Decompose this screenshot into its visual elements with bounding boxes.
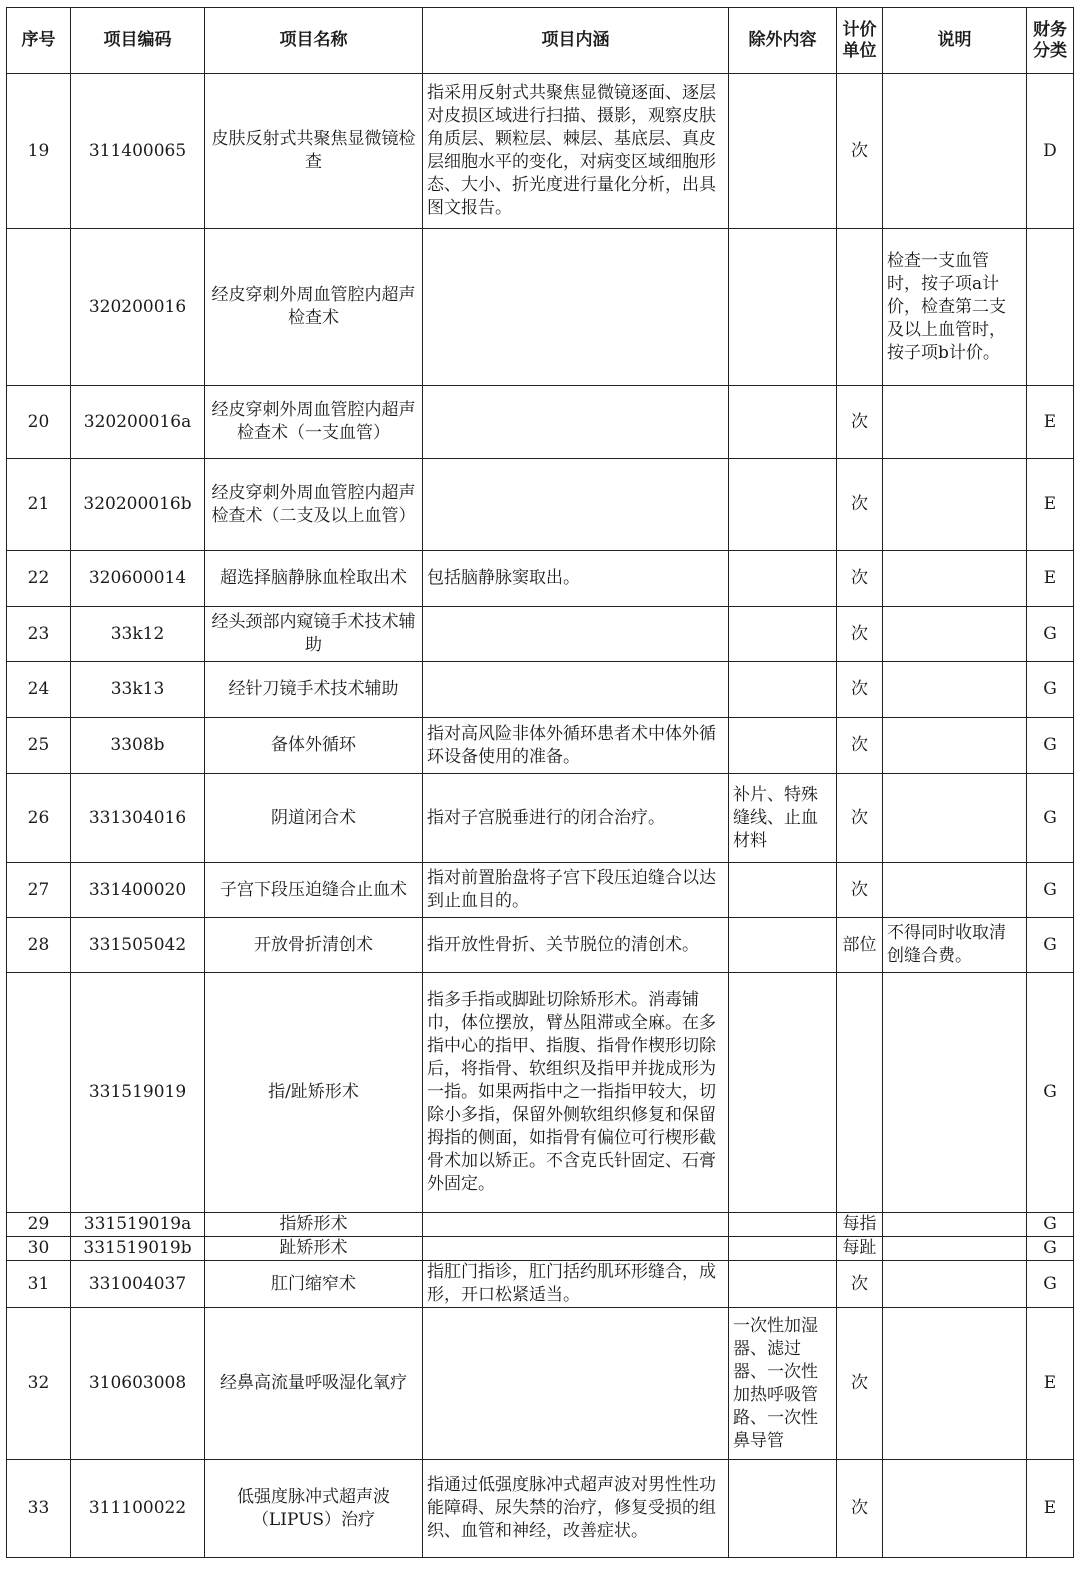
cell-name: 子宫下段压迫缝合止血术 <box>205 863 423 918</box>
cell-content <box>423 1308 729 1460</box>
header-content: 项目内涵 <box>423 8 729 74</box>
cell-seq <box>7 973 71 1213</box>
header-name: 项目名称 <box>205 8 423 74</box>
cell-category: E <box>1027 386 1074 459</box>
cell-unit: 次 <box>837 74 883 229</box>
header-category: 财务分类 <box>1027 8 1074 74</box>
cell-note <box>883 74 1027 229</box>
cell-category <box>1027 229 1074 386</box>
cell-code: 310603008 <box>71 1308 205 1460</box>
cell-category: E <box>1027 551 1074 607</box>
cell-seq: 31 <box>7 1261 71 1308</box>
cell-exclusion <box>729 551 837 607</box>
cell-unit: 次 <box>837 863 883 918</box>
cell-category: E <box>1027 459 1074 551</box>
cell-code: 311400065 <box>71 74 205 229</box>
cell-code: 331004037 <box>71 1261 205 1308</box>
cell-name: 指矫形术 <box>205 1213 423 1237</box>
table-row <box>7 863 1074 918</box>
cell-code: 320600014 <box>71 551 205 607</box>
cell-seq: 33 <box>7 1460 71 1558</box>
cell-content: 指对高风险非体外循环患者术中体外循环设备使用的准备。 <box>423 718 729 774</box>
cell-content: 包括脑静脉窦取出。 <box>423 551 729 607</box>
cell-category: G <box>1027 774 1074 863</box>
cell-exclusion <box>729 863 837 918</box>
cell-exclusion: 一次性加湿器、滤过器、一次性加热呼吸管路、一次性鼻导管 <box>729 1308 837 1460</box>
cell-code: 33k12 <box>71 607 205 662</box>
cell-name: 经皮穿刺外周血管腔内超声检查术（二支及以上血管） <box>205 459 423 551</box>
table-row <box>7 386 1074 459</box>
cell-exclusion <box>729 718 837 774</box>
cell-content <box>423 386 729 459</box>
cell-exclusion <box>729 973 837 1213</box>
cell-code: 320200016b <box>71 459 205 551</box>
header-seq: 序号 <box>7 8 71 74</box>
cell-category: G <box>1027 1237 1074 1261</box>
header-note: 说明 <box>883 8 1027 74</box>
table-row <box>7 918 1074 973</box>
cell-note <box>883 1261 1027 1308</box>
cell-name: 开放骨折清创术 <box>205 918 423 973</box>
cell-content <box>423 607 729 662</box>
cell-note <box>883 774 1027 863</box>
cell-exclusion <box>729 1237 837 1261</box>
cell-seq: 21 <box>7 459 71 551</box>
cell-name: 阴道闭合术 <box>205 774 423 863</box>
cell-note <box>883 1237 1027 1261</box>
table-row <box>7 229 1074 386</box>
cell-name: 经皮穿刺外周血管腔内超声检查术（一支血管） <box>205 386 423 459</box>
table-row <box>7 1460 1074 1558</box>
cell-exclusion <box>729 662 837 718</box>
cell-code: 320200016 <box>71 229 205 386</box>
cell-seq: 23 <box>7 607 71 662</box>
cell-unit: 次 <box>837 662 883 718</box>
header-unit: 计价单位 <box>837 8 883 74</box>
cell-note <box>883 1308 1027 1460</box>
cell-category: G <box>1027 1213 1074 1237</box>
table-row <box>7 607 1074 662</box>
table-row <box>7 1308 1074 1460</box>
cell-exclusion <box>729 1213 837 1237</box>
cell-content: 指肛门指诊，肛门括约肌环形缝合，成形，开口松紧适当。 <box>423 1261 729 1308</box>
cell-note <box>883 551 1027 607</box>
table-row <box>7 1237 1074 1261</box>
cell-code: 331505042 <box>71 918 205 973</box>
table-row <box>7 1213 1074 1237</box>
cell-code: 3308b <box>71 718 205 774</box>
fee-schedule-table <box>6 7 1074 1558</box>
cell-exclusion <box>729 386 837 459</box>
cell-unit: 每指 <box>837 1213 883 1237</box>
cell-exclusion <box>729 1460 837 1558</box>
cell-unit: 次 <box>837 1460 883 1558</box>
cell-unit: 次 <box>837 459 883 551</box>
cell-seq: 19 <box>7 74 71 229</box>
cell-name: 皮肤反射式共聚焦显微镜检查 <box>205 74 423 229</box>
cell-seq: 20 <box>7 386 71 459</box>
cell-note: 不得同时收取清创缝合费。 <box>883 918 1027 973</box>
cell-seq: 32 <box>7 1308 71 1460</box>
cell-seq: 26 <box>7 774 71 863</box>
cell-name: 经针刀镜手术技术辅助 <box>205 662 423 718</box>
cell-seq: 29 <box>7 1213 71 1237</box>
cell-content: 指对子宫脱垂进行的闭合治疗。 <box>423 774 729 863</box>
cell-category: E <box>1027 1460 1074 1558</box>
cell-category: E <box>1027 1308 1074 1460</box>
cell-name: 经头颈部内窥镜手术技术辅助 <box>205 607 423 662</box>
cell-unit: 次 <box>837 1308 883 1460</box>
cell-name: 超选择脑静脉血栓取出术 <box>205 551 423 607</box>
cell-name: 备体外循环 <box>205 718 423 774</box>
cell-category: G <box>1027 863 1074 918</box>
cell-note <box>883 607 1027 662</box>
cell-exclusion <box>729 459 837 551</box>
cell-name: 指/趾矫形术 <box>205 973 423 1213</box>
cell-unit <box>837 973 883 1213</box>
table-row <box>7 662 1074 718</box>
cell-exclusion <box>729 1261 837 1308</box>
cell-seq <box>7 229 71 386</box>
cell-content <box>423 229 729 386</box>
cell-seq: 25 <box>7 718 71 774</box>
table-row <box>7 551 1074 607</box>
cell-unit: 次 <box>837 774 883 863</box>
header-code: 项目编码 <box>71 8 205 74</box>
cell-content <box>423 1213 729 1237</box>
cell-name: 趾矫形术 <box>205 1237 423 1261</box>
cell-seq: 24 <box>7 662 71 718</box>
cell-unit: 次 <box>837 718 883 774</box>
cell-name: 低强度脉冲式超声波（LIPUS）治疗 <box>205 1460 423 1558</box>
cell-category: G <box>1027 918 1074 973</box>
cell-unit: 次 <box>837 607 883 662</box>
cell-note <box>883 973 1027 1213</box>
table-row <box>7 774 1074 863</box>
cell-code: 320200016a <box>71 386 205 459</box>
cell-code: 331519019b <box>71 1237 205 1261</box>
cell-content: 指采用反射式共聚焦显微镜逐面、逐层对皮损区域进行扫描、摄影，观察皮肤角质层、颗粒层、棘层、基底层、真皮层细胞水平的变化，对病变区域细胞形态、大小、折光度进行量化分析，出具图文报告。 <box>423 74 729 229</box>
cell-content <box>423 459 729 551</box>
table-row <box>7 459 1074 551</box>
cell-name: 肛门缩窄术 <box>205 1261 423 1308</box>
cell-content: 指对前置胎盘将子宫下段压迫缝合以达到止血目的。 <box>423 863 729 918</box>
cell-code: 331519019 <box>71 973 205 1213</box>
cell-unit <box>837 229 883 386</box>
header-row <box>7 8 1074 74</box>
table-row <box>7 718 1074 774</box>
cell-note <box>883 1213 1027 1237</box>
cell-content <box>423 662 729 718</box>
cell-unit: 部位 <box>837 918 883 973</box>
cell-note <box>883 662 1027 718</box>
table-row <box>7 74 1074 229</box>
cell-category: G <box>1027 662 1074 718</box>
cell-content <box>423 1237 729 1261</box>
cell-category: G <box>1027 718 1074 774</box>
cell-exclusion <box>729 229 837 386</box>
cell-note <box>883 863 1027 918</box>
cell-code: 331304016 <box>71 774 205 863</box>
cell-exclusion: 补片、特殊缝线、止血材料 <box>729 774 837 863</box>
cell-note <box>883 459 1027 551</box>
cell-seq: 22 <box>7 551 71 607</box>
cell-unit: 次 <box>837 386 883 459</box>
cell-code: 331519019a <box>71 1213 205 1237</box>
cell-name: 经鼻高流量呼吸湿化氧疗 <box>205 1308 423 1460</box>
table-row <box>7 973 1074 1213</box>
header-exclusion: 除外内容 <box>729 8 837 74</box>
cell-note <box>883 718 1027 774</box>
cell-category: G <box>1027 607 1074 662</box>
cell-seq: 30 <box>7 1237 71 1261</box>
cell-content: 指通过低强度脉冲式超声波对男性性功能障碍、尿失禁的治疗，修复受损的组织、血管和神经，改善症状。 <box>423 1460 729 1558</box>
cell-note: 检查一支血管时，按子项a计价，检查第二支及以上血管时，按子项b计价。 <box>883 229 1027 386</box>
cell-unit: 每趾 <box>837 1237 883 1261</box>
cell-content: 指多手指或脚趾切除矫形术。消毒铺巾，体位摆放，臂丛阻滞或全麻。在多指中心的指甲、指腹、指骨作楔形切除后，将指骨、软组织及指甲并拢成形为一指。如果两指中之一指指甲较大，切除小多指，保留外侧软组织修复和保留拇指的侧面，如指骨有偏位可行楔形截骨术加以矫正。不含克氏针固定、石膏外固定。 <box>423 973 729 1213</box>
cell-exclusion <box>729 918 837 973</box>
cell-category: D <box>1027 74 1074 229</box>
cell-category: G <box>1027 1261 1074 1308</box>
cell-category: G <box>1027 973 1074 1213</box>
cell-unit: 次 <box>837 551 883 607</box>
cell-code: 311100022 <box>71 1460 205 1558</box>
cell-exclusion <box>729 607 837 662</box>
table-row <box>7 1261 1074 1308</box>
cell-seq: 27 <box>7 863 71 918</box>
cell-exclusion <box>729 74 837 229</box>
cell-unit: 次 <box>837 1261 883 1308</box>
cell-code: 331400020 <box>71 863 205 918</box>
cell-code: 33k13 <box>71 662 205 718</box>
cell-note <box>883 1460 1027 1558</box>
cell-seq: 28 <box>7 918 71 973</box>
cell-note <box>883 386 1027 459</box>
cell-content: 指开放性骨折、关节脱位的清创术。 <box>423 918 729 973</box>
cell-name: 经皮穿刺外周血管腔内超声检查术 <box>205 229 423 386</box>
